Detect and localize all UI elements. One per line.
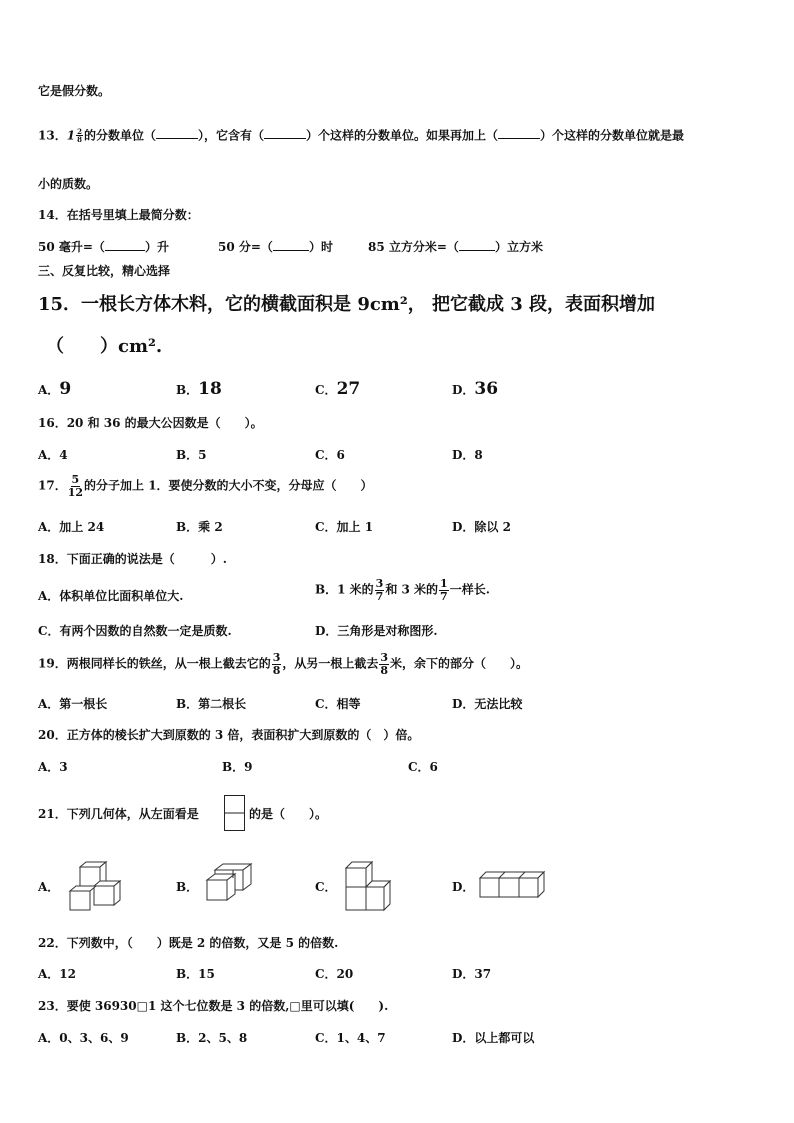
q19-option-d[interactable]: D．无法比较 <box>452 697 523 711</box>
q15-option-d[interactable] <box>452 381 498 398</box>
q20-stem: 20．正方体的棱长扩大到原数的 3 倍，表面积扩大到原数的（ ）倍。 <box>38 728 420 742</box>
q16-option-a[interactable]: A．4 <box>38 448 68 462</box>
q21-option-b-figure[interactable] <box>205 862 255 908</box>
q17-fraction <box>68 474 83 498</box>
q19-f2-num: 3 <box>380 651 389 664</box>
q18-b-text-1: B．1 米的 <box>315 582 374 597</box>
q19-option-c[interactable]: C．相等 <box>315 697 361 711</box>
q19-text-3: 米，余下的部分（ ）。 <box>390 656 529 671</box>
q17-option-c[interactable]: C．加上 1 <box>315 520 374 534</box>
q21-option-d-figure[interactable] <box>478 870 546 900</box>
question-19 <box>38 652 528 676</box>
q15-option-d-label: D． <box>452 383 475 397</box>
q19-fraction-2 <box>379 652 389 676</box>
q19-text-2: ，从另一根上截去 <box>282 656 379 671</box>
q16-stem: 16．20 和 36 的最大公因数是（ ）。 <box>38 416 263 430</box>
q23-option-a[interactable]: A．0、3、6、9 <box>38 1031 129 1045</box>
q15-option-a[interactable] <box>38 381 71 398</box>
q19-f1-num: 3 <box>272 651 281 664</box>
q14-item-a <box>38 240 169 253</box>
q13-text-2: ），它含有（ <box>197 128 264 143</box>
q14-b-blank[interactable] <box>273 240 309 251</box>
q21-stem-1: 21．下列几何体，从左面看是 <box>38 807 199 821</box>
q16-option-b[interactable]: B．5 <box>176 448 207 462</box>
q23-option-b[interactable]: B．2、5、8 <box>176 1031 248 1045</box>
section-heading: 三、反复比较，精心选择 <box>38 264 171 278</box>
q14-c-text-2: ）立方米 <box>494 240 543 254</box>
q19-option-a[interactable]: A．第一根长 <box>38 697 108 711</box>
q23-stem: 23．要使 36930□1 这个七位数是 3 的倍数,□里可以填( ). <box>38 999 389 1013</box>
q13-fraction <box>76 128 83 144</box>
q19-text-1: 19．两根同样长的铁丝，从一根上截去它的 <box>38 656 271 671</box>
q13-number: 13． <box>38 128 67 143</box>
q13-frac-den: 8 <box>77 135 82 145</box>
q15-option-a-value: 9 <box>59 379 72 399</box>
q13-text-3: ）个这样的分数单位。如果再加上（ <box>305 128 498 143</box>
q21-option-a-figure[interactable] <box>68 860 124 914</box>
q22-option-b[interactable]: B．15 <box>176 967 215 981</box>
q13-whole: 1 <box>66 128 76 143</box>
q21-stem-2: 的是（ ）。 <box>249 807 328 821</box>
q12-tail-text: 它是假分数。 <box>38 84 111 98</box>
q15-option-b-value: 18 <box>198 379 222 399</box>
q15-option-a-label: A． <box>38 383 60 397</box>
q16-option-c[interactable]: C．6 <box>315 448 345 462</box>
q23-option-c[interactable]: C．1、4、7 <box>315 1031 386 1045</box>
q13-text-1: 的分数单位（ <box>83 128 156 143</box>
q14-c-blank[interactable] <box>459 240 495 251</box>
q18-b-fraction-1 <box>375 578 385 602</box>
q15-option-c-label: C． <box>315 383 337 397</box>
q13-frac-num: 2 <box>77 127 82 136</box>
q14-a-blank[interactable] <box>105 240 145 251</box>
q18-b-text-2: 和 3 米的 <box>385 582 439 597</box>
q14-item-c <box>368 240 543 253</box>
q17-option-b[interactable]: B．乘 2 <box>176 520 223 534</box>
q15-line-2: （ ）cm². <box>46 336 163 357</box>
q13-blank-1[interactable] <box>156 128 198 139</box>
q22-option-d[interactable]: D．37 <box>452 967 492 981</box>
q17-frac-den: 12 <box>67 485 84 499</box>
q17-number: 17． <box>38 478 67 493</box>
q22-stem: 22．下列数中，（ ）既是 2 的倍数，又是 5 的倍数. <box>38 936 339 950</box>
q19-fraction-1 <box>272 652 282 676</box>
q21-option-a-label[interactable]: A． <box>38 880 60 894</box>
q14-item-b <box>218 240 333 253</box>
q18-b-f2-den: 7 <box>440 589 448 603</box>
q18-option-c[interactable]: C．有两个因数的自然数一定是质数. <box>38 624 232 638</box>
q14-a-text-2: ）升 <box>144 240 169 254</box>
left-view-figure <box>224 795 246 833</box>
q17-option-d[interactable]: D．除以 2 <box>452 520 511 534</box>
q15-option-b[interactable] <box>176 381 222 398</box>
q18-b-f1-num: 3 <box>375 577 384 590</box>
q15-line-1: 15．一根长方体木料，它的横截面积是 9cm²， 把它截成 3 段，表面积增加 <box>38 294 656 315</box>
q15-option-c-value: 27 <box>336 379 361 399</box>
q20-option-b[interactable]: B．9 <box>222 760 253 774</box>
q21-option-d-label[interactable]: D． <box>452 880 475 894</box>
q14-c-text-1: 85 立方分米=（ <box>368 240 459 254</box>
q18-b-f2-num: 1 <box>440 577 448 590</box>
q19-f2-den: 8 <box>380 663 389 677</box>
q18-b-fraction-2 <box>439 578 449 602</box>
q21-option-b-label[interactable]: B． <box>176 880 199 894</box>
q15-option-b-label: B． <box>176 383 199 397</box>
q14-b-text-1: 50 分=（ <box>218 240 273 254</box>
q14-stem: 14．在括号里填上最简分数： <box>38 208 199 222</box>
q14-a-text-1: 50 毫升=（ <box>38 240 105 254</box>
question-17 <box>38 474 373 498</box>
q21-option-c-label[interactable]: C． <box>315 880 337 894</box>
q22-option-c[interactable]: C．20 <box>315 967 354 981</box>
q16-option-d[interactable]: D．8 <box>452 448 483 462</box>
q18-option-d[interactable]: D．三角形是对称图形. <box>315 624 438 638</box>
q15-option-c[interactable] <box>315 381 360 398</box>
q13-blank-3[interactable] <box>498 128 540 139</box>
q18-b-f1-den: 7 <box>375 589 384 603</box>
q23-option-d[interactable]: D．以上都可以 <box>452 1031 535 1045</box>
q22-option-a[interactable]: A．12 <box>38 967 77 981</box>
q21-option-c-figure[interactable] <box>342 860 394 914</box>
q13-line-2: 小的质数。 <box>38 177 99 191</box>
q18-option-b[interactable] <box>315 578 490 602</box>
q18-b-text-3: 一样长. <box>449 582 490 597</box>
q20-option-a[interactable]: A．3 <box>38 760 68 774</box>
q14-b-text-2: ）时 <box>308 240 333 254</box>
q20-option-c[interactable]: C．6 <box>408 760 438 774</box>
q19-f1-den: 8 <box>272 663 281 677</box>
q19-option-b[interactable]: B．第二根长 <box>176 697 247 711</box>
q18-stem: 18．下面正确的说法是（ ）. <box>38 552 227 566</box>
q13-blank-2[interactable] <box>264 128 306 139</box>
q18-option-a[interactable]: A．体积单位比面积单位大. <box>38 589 184 603</box>
q17-frac-num: 5 <box>71 473 80 486</box>
q13-text-4: ）个这样的分数单位就是最 <box>539 128 684 143</box>
question-13 <box>38 128 684 144</box>
q17-option-a[interactable]: A．加上 24 <box>38 520 105 534</box>
q15-option-d-value: 36 <box>474 379 499 399</box>
q17-stem: 的分子加上 1．要使分数的大小不变，分母应（ ） <box>84 478 373 493</box>
